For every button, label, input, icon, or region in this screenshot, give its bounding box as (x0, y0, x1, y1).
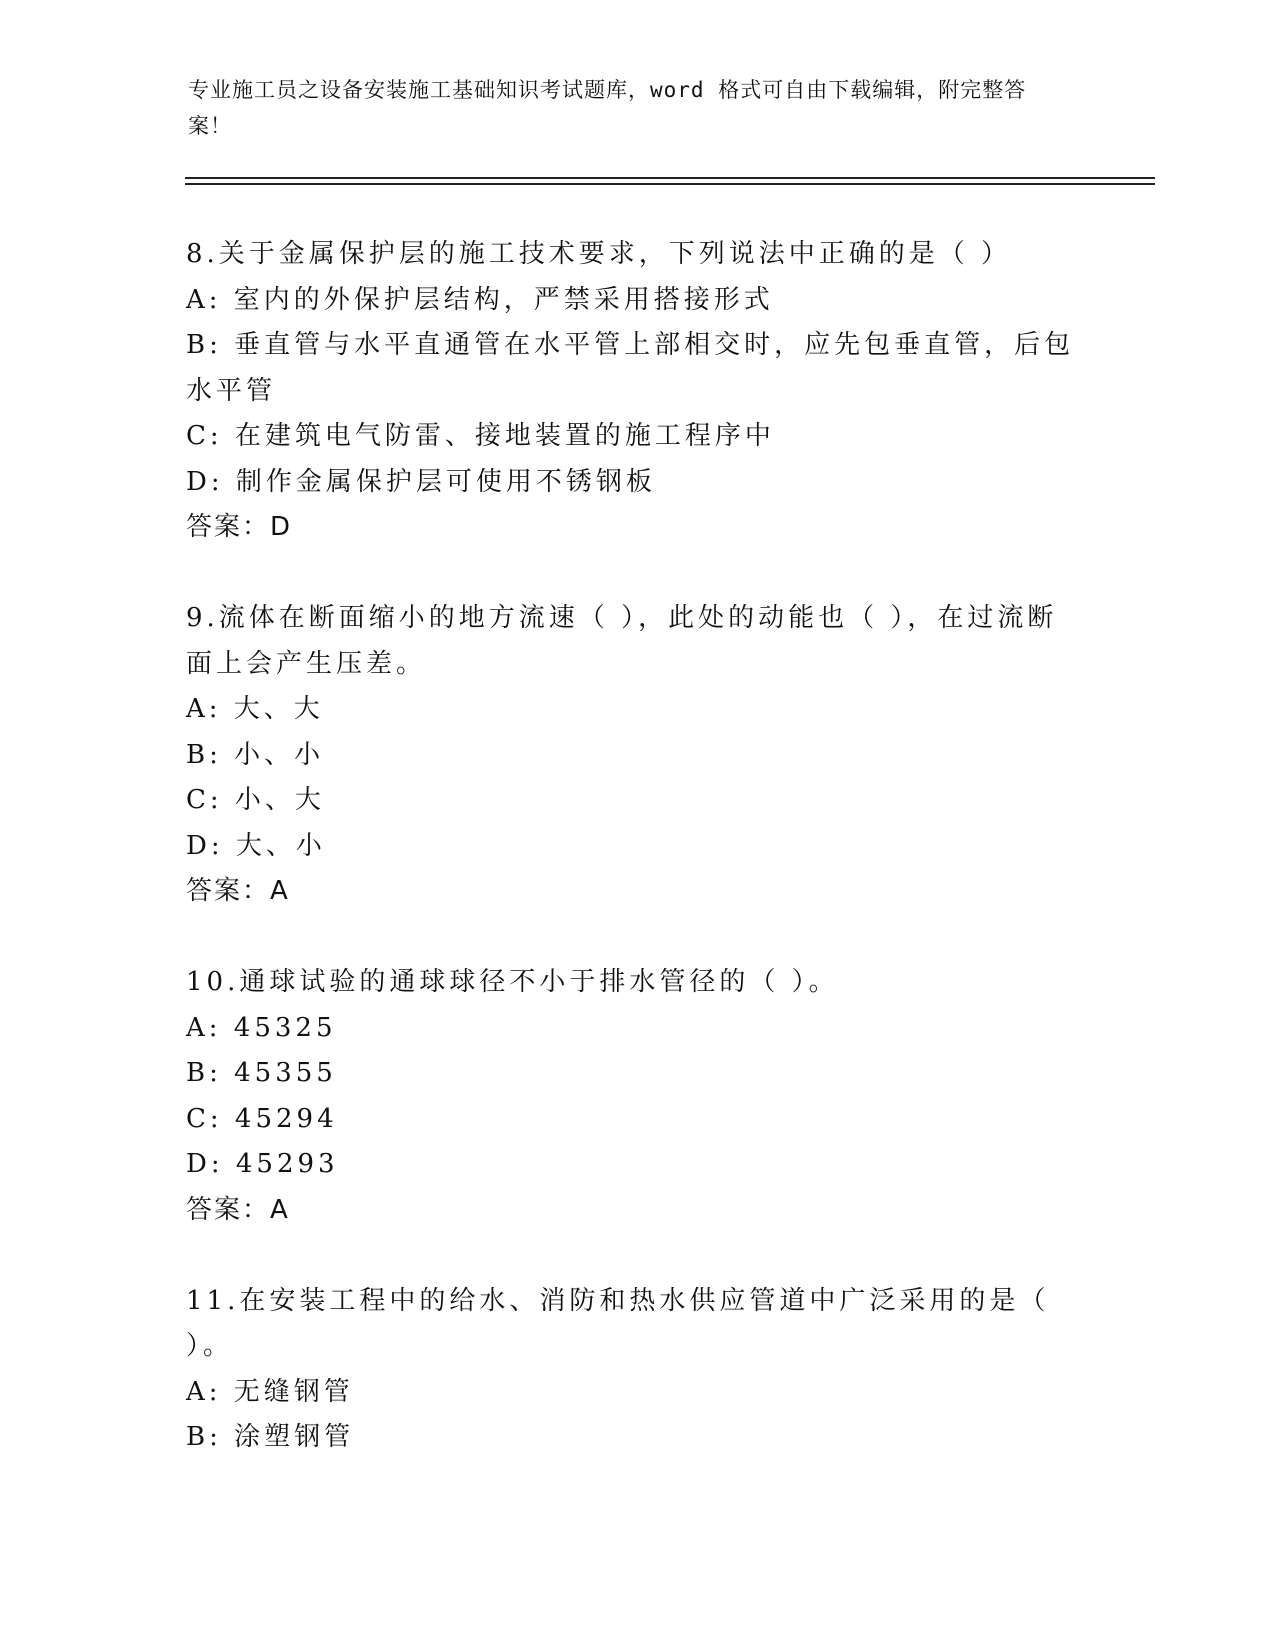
question-stem: 10.通球试验的通球球径不小于排水管径的（ ）。 (186, 967, 839, 997)
question-list (186, 232, 1086, 1461)
option-c: C: 在建筑电气防雷、接地装置的施工程序中 (186, 421, 775, 451)
option-d: D: 制作金属保护层可使用不锈钢板 (186, 466, 656, 497)
question-8 (186, 232, 1086, 551)
option-b: B: 涂塑钢管 (186, 1422, 355, 1452)
option-b: B: 垂直管与水平直通管在水平管上部相交时，应先包垂直管，后包水平管 (186, 330, 1075, 406)
question-stem: 8.关于金属保护层的施工技术要求，下列说法中正确的是（ ） (186, 239, 1012, 269)
option-b: B: 45355 (186, 1058, 337, 1088)
question-spacer (186, 915, 1086, 961)
answer-line: 答案：A (186, 1194, 290, 1225)
option-c: C: 45294 (186, 1103, 338, 1134)
header-rule-top (185, 177, 1155, 179)
header-rule-bottom (185, 183, 1155, 185)
question-stem: 9.流体在断面缩小的地方流速（ ），此处的动能也（ ），在过流断面上会产生压差。 (186, 603, 1058, 679)
option-a: A: 室内的外保护层结构，严禁采用搭接形式 (186, 284, 774, 315)
document-header: 专业施工员之设备安装施工基础知识考试题库，word 格式可自由下载编辑，附完整答案！ (188, 78, 1027, 138)
question-10 (186, 960, 1086, 1233)
answer-line: 答案：D (186, 512, 293, 542)
option-a: A: 无缝钢管 (186, 1376, 354, 1407)
option-b: B: 小、小 (186, 739, 325, 770)
option-d: D: 45293 (186, 1149, 339, 1179)
option-a: A: 45325 (186, 1012, 337, 1043)
question-9 (186, 596, 1086, 915)
answer-line: 答案：A (186, 876, 290, 906)
option-a: A: 大、大 (186, 694, 324, 724)
question-spacer (186, 1233, 1086, 1279)
question-11 (186, 1279, 1086, 1461)
option-d: D: 大、小 (186, 830, 326, 861)
question-spacer (186, 551, 1086, 597)
question-stem: 11.在安装工程中的给水、消防和热水供应管道中广泛采用的是（ ）。 (186, 1285, 1050, 1361)
option-c: C: 小、大 (186, 785, 325, 815)
